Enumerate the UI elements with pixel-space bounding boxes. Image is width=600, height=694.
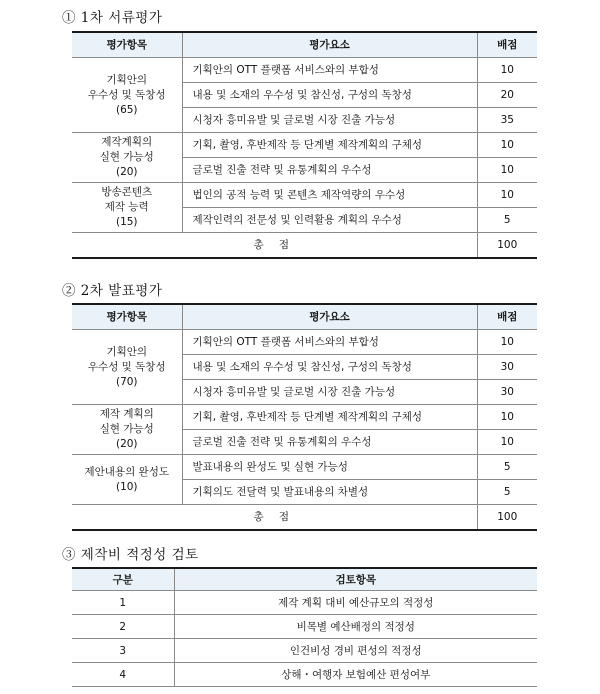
section-1-title: ① 1차 서류평가: [62, 10, 163, 26]
score-cell: 10: [477, 183, 537, 208]
element-cell: 발표내용의 완성도 및 실현 가능성: [182, 455, 477, 480]
header-category: 평가항목: [72, 32, 182, 58]
header-element: 평가요소: [182, 32, 477, 58]
row-number: 1: [72, 591, 174, 615]
total-score: 100: [477, 233, 537, 259]
category-cell: 기획안의 우수성 및 독창성 (65): [72, 58, 182, 133]
element-cell: 내용 및 소재의 우수성 및 참신성, 구성의 독창성: [182, 355, 477, 380]
score-cell: 10: [477, 430, 537, 455]
element-cell: 제작인력의 전문성 및 인력활용 계획의 우수성: [182, 208, 477, 233]
header-no: 구분: [72, 568, 174, 591]
review-item: 제작 계획 대비 예산규모의 적정성: [174, 591, 537, 615]
element-cell: 내용 및 소재의 우수성 및 참신성, 구성의 독창성: [182, 83, 477, 108]
header-review-item: 검토항목: [174, 568, 537, 591]
category-cell: 제작 계획의 실현 가능성 (20): [72, 405, 182, 455]
header-row: [72, 304, 537, 330]
element-cell: 기획안의 OTT 플랫폼 서비스와의 부합성: [182, 58, 477, 83]
total-score: 100: [477, 505, 537, 531]
table-row: [72, 455, 537, 480]
element-cell: 시청자 흥미유발 및 글로벌 시장 진출 가능성: [182, 380, 477, 405]
score-cell: 35: [477, 108, 537, 133]
score-cell: 10: [477, 405, 537, 430]
review-item: 인건비성 경비 편성의 적정성: [174, 639, 537, 663]
row-number: 2: [72, 615, 174, 639]
table-row: [72, 591, 537, 615]
score-cell: 10: [477, 330, 537, 355]
score-cell: 5: [477, 455, 537, 480]
header-row: [72, 568, 537, 591]
header-score: 배점: [477, 304, 537, 330]
total-row: [72, 233, 537, 259]
category-cell: 기획안의 우수성 및 독창성 (70): [72, 330, 182, 405]
element-cell: 시청자 흥미유발 및 글로벌 시장 진출 가능성: [182, 108, 477, 133]
score-cell: 20: [477, 83, 537, 108]
total-label: 총 점: [72, 505, 477, 531]
header-row: [72, 32, 537, 58]
score-cell: 30: [477, 355, 537, 380]
score-cell: 5: [477, 208, 537, 233]
review-item: 상해・여행자 보험예산 편성여부: [174, 663, 537, 687]
row-number: 4: [72, 663, 174, 687]
score-cell: 5: [477, 480, 537, 505]
element-cell: 글로벌 진출 전략 및 유통계획의 우수성: [182, 430, 477, 455]
element-cell: 기획, 촬영, 후반제작 등 단계별 제작계획의 구체성: [182, 133, 477, 158]
element-cell: 기획안의 OTT 플랫폼 서비스와의 부합성: [182, 330, 477, 355]
score-cell: 10: [477, 133, 537, 158]
review-item: 비목별 예산배정의 적정성: [174, 615, 537, 639]
section-3-title: ③ 제작비 적정성 검토: [62, 547, 199, 563]
table-row: [72, 639, 537, 663]
row-number: 3: [72, 639, 174, 663]
element-cell: 글로벌 진출 전략 및 유통계획의 우수성: [182, 158, 477, 183]
score-cell: 10: [477, 158, 537, 183]
category-cell: 제안내용의 완성도 (10): [72, 455, 182, 505]
table-row: [72, 133, 537, 158]
table-row: [72, 663, 537, 687]
document-evaluation-table: [72, 31, 537, 259]
table-row: [72, 183, 537, 208]
score-cell: 10: [477, 58, 537, 83]
section-2-title: ② 2차 발표평가: [62, 283, 163, 299]
element-cell: 기획, 촬영, 후반제작 등 단계별 제작계획의 구체성: [182, 405, 477, 430]
total-row: [72, 505, 537, 531]
header-category: 평가항목: [72, 304, 182, 330]
element-cell: 기획의도 전달력 및 발표내용의 차별성: [182, 480, 477, 505]
category-cell: 방송콘텐츠 제작 능력 (15): [72, 183, 182, 233]
header-score: 배점: [477, 32, 537, 58]
element-cell: 법인의 공적 능력 및 콘텐츠 제작역량의 우수성: [182, 183, 477, 208]
score-cell: 30: [477, 380, 537, 405]
table-row: [72, 330, 537, 355]
total-label: 총 점: [72, 233, 477, 259]
table-row: [72, 58, 537, 83]
header-element: 평가요소: [182, 304, 477, 330]
category-cell: 제작계획의 실현 가능성 (20): [72, 133, 182, 183]
table-row: [72, 615, 537, 639]
budget-review-table: [72, 567, 537, 687]
presentation-evaluation-table: [72, 303, 537, 531]
table-row: [72, 405, 537, 430]
